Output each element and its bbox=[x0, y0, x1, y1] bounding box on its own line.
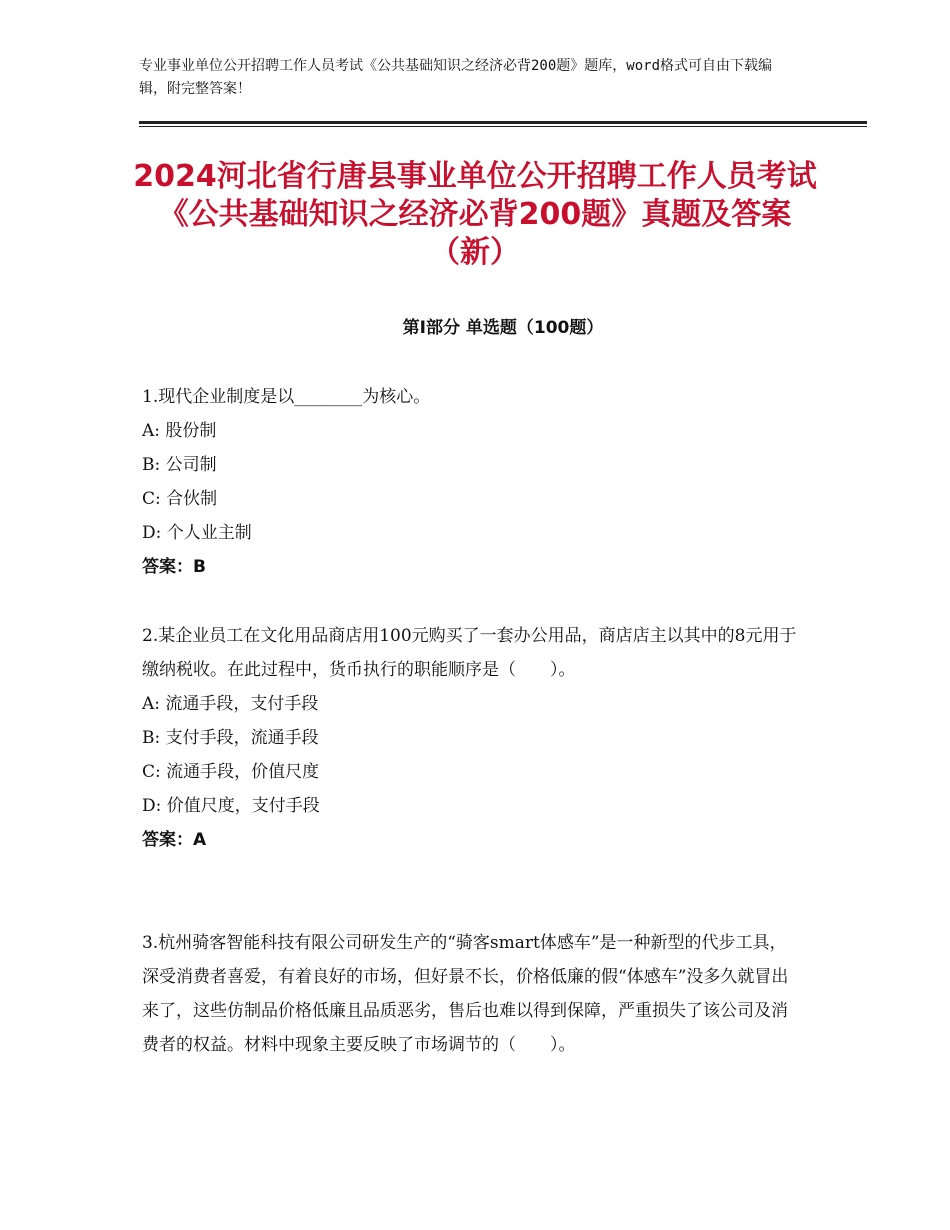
option-d: D: 价值尺度，支付手段 bbox=[142, 796, 320, 816]
option-a: A: 股份制 bbox=[142, 421, 217, 441]
question-stem: 2.某企业员工在文化用品商店用100元购买了一套办公用品，商店店主以其中的8元用于缴纳税收。在此过程中，货币执行的职能顺序是（ ）。 bbox=[142, 626, 797, 680]
option-c: C: 合伙制 bbox=[142, 489, 218, 509]
question-1 bbox=[142, 380, 802, 584]
header-divider-thin bbox=[139, 126, 867, 127]
section-heading: 第Ⅰ部分 单选题（100题） bbox=[402, 318, 604, 338]
option-a: A: 流通手段，支付手段 bbox=[142, 694, 319, 714]
option-b: B: 公司制 bbox=[142, 455, 217, 475]
option-d: D: 个人业主制 bbox=[142, 523, 252, 543]
answer-text: 答案：B bbox=[142, 557, 206, 577]
question-3 bbox=[142, 926, 802, 1062]
header-divider-thick bbox=[139, 121, 867, 124]
answer-text: 答案：A bbox=[142, 830, 207, 850]
document-title: 2024河北省行唐县事业单位公开招聘工作人员考试《公共基础知识之经济必背200题》真题及答案（新） bbox=[133, 159, 817, 270]
question-stem: 3.杭州骑客智能科技有限公司研发生产的“骑客smart体感车”是一种新型的代步工具，深受消费者喜爱，有着良好的市场，但好景不长，价格低廉的假“体感车”没多久就冒出来了，这些仿制品价格低廉且品质恶劣，售后也难以得到保障，严重损失了该公司及消费者的权益。材料中现象主要反映了市场调节的（ ）。 bbox=[142, 933, 789, 1055]
header-note: 专业事业单位公开招聘工作人员考试《公共基础知识之经济必背200题》题库，word格式可自由下载编辑，附完整答案！ bbox=[139, 58, 772, 97]
option-b: B: 支付手段，流通手段 bbox=[142, 728, 319, 748]
question-stem: 1.现代企业制度是以________为核心。 bbox=[142, 387, 431, 407]
question-2 bbox=[142, 619, 802, 857]
option-c: C: 流通手段，价值尺度 bbox=[142, 762, 320, 782]
